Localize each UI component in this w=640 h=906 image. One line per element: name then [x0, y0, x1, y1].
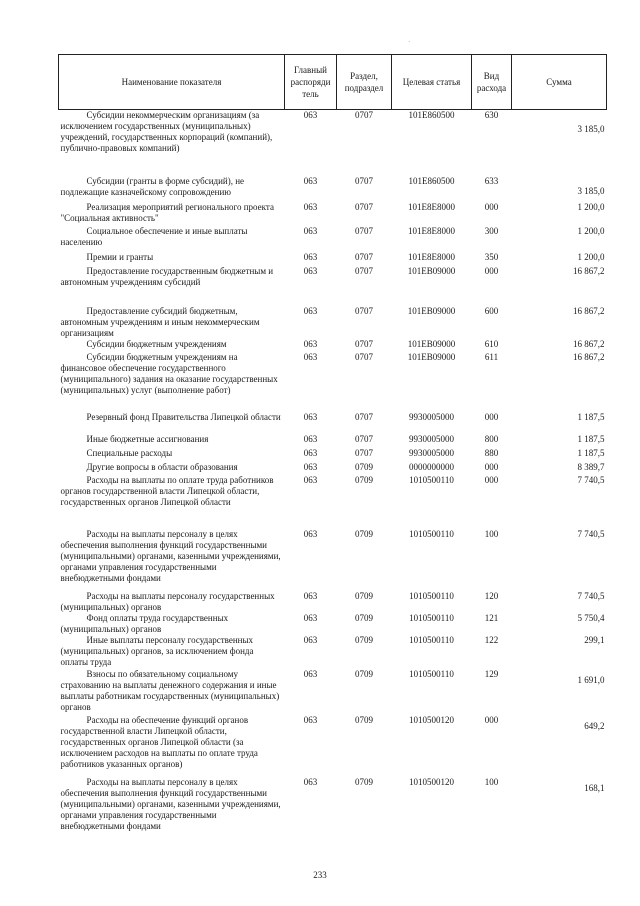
row-name: Субсидии бюджетным учреждениям на финансовое обеспечение государственного (муниципального) задания на оказание государственных (муниципальных) услуг (выполнение работ): [60, 351, 278, 395]
row-cs: 9930005000: [409, 411, 454, 422]
row-vr: 300: [484, 225, 499, 236]
row-cs: 101Е860500: [408, 110, 455, 120]
row-name: Реализация мероприятий регионального проекта "Социальная активность": [60, 201, 274, 223]
table-row: [59, 591, 607, 613]
row-razdel: 0709: [355, 461, 373, 472]
row-name: Иные бюджетные ассигнования: [86, 433, 209, 444]
row-gr: 063: [303, 474, 318, 485]
row-name: Другие вопросы в области образования: [86, 461, 238, 472]
row-cs: 1010500110: [409, 474, 454, 485]
header-sum: Сумма: [512, 55, 607, 110]
row-gr: 063: [303, 251, 318, 262]
table-row: [59, 110, 607, 176]
row-vr: 100: [484, 776, 499, 787]
table-row: [59, 410, 607, 434]
row-vr: 000: [484, 411, 499, 422]
row-gr: 063: [303, 590, 318, 601]
table-row: [59, 635, 607, 669]
row-sum: 649,2: [584, 720, 605, 731]
row-gr: 063: [303, 461, 318, 472]
table-row: [59, 352, 607, 410]
row-sum: 1 200,0: [577, 251, 605, 262]
row-razdel: 0707: [355, 411, 373, 422]
row-vr: 633: [484, 175, 499, 186]
row-name: Иные выплаты персоналу государственных (муниципальных) органов, за исключением фонда оплаты труда: [60, 634, 254, 667]
row-name: Расходы на выплаты персоналу в целях обеспечения выполнения функций государственными (муниципальными) органами, казенными учреждениями, органами управления государственными внебюджетными фондами: [60, 776, 281, 831]
row-gr: 063: [303, 338, 318, 349]
row-cs: 101ЕВ09000: [407, 305, 456, 316]
table-row: [59, 777, 607, 837]
row-cs: 1010500110: [409, 612, 454, 623]
row-cs: 1010500110: [409, 590, 454, 601]
row-razdel: 0707: [355, 251, 373, 262]
row-cs: 1010500110: [409, 634, 454, 645]
row-vr: 100: [484, 528, 499, 539]
row-sum: 3 185,0: [577, 124, 605, 134]
row-name: Специальные расходы: [86, 447, 173, 458]
row-razdel: 0709: [355, 634, 373, 645]
row-gr: 063: [303, 634, 318, 645]
row-vr: 000: [484, 461, 499, 472]
row-sum: 7 740,5: [577, 474, 605, 485]
row-razdel: 0709: [355, 474, 373, 485]
row-name: Предоставление государственным бюджетным и автономным учреждениям субсидий: [60, 265, 274, 287]
table-row: [59, 266, 607, 298]
table-row: [59, 448, 607, 462]
row-razdel: 0709: [355, 612, 373, 623]
row-cs: 9930005000: [409, 447, 454, 458]
row-razdel: 0709: [355, 528, 373, 539]
row-sum: 16 867,2: [573, 351, 605, 362]
row-cs: 101Е8Е8000: [408, 201, 455, 212]
table-row: [59, 298, 607, 339]
row-sum: 1 187,5: [577, 433, 605, 444]
row-razdel: 0707: [355, 225, 373, 236]
row-razdel: 0707: [355, 351, 373, 362]
table-row: [59, 521, 607, 591]
row-cs: 1010500110: [409, 668, 454, 679]
row-razdel: 0707: [355, 447, 373, 458]
table-row: [59, 252, 607, 266]
row-gr: 063: [303, 668, 318, 679]
row-sum: 5 750,4: [577, 612, 605, 623]
row-razdel: 0707: [355, 305, 373, 316]
row-razdel: 0707: [355, 338, 373, 349]
row-razdel: 0709: [355, 714, 373, 725]
row-vr: 630: [484, 110, 499, 120]
header-cs: Целевая статья: [392, 55, 472, 110]
row-name: Субсидии бюджетным учреждениям: [86, 338, 227, 349]
row-razdel: 0707: [355, 433, 373, 444]
row-vr: 600: [484, 305, 499, 316]
row-sum: 1 200,0: [577, 201, 605, 212]
row-razdel: 0707: [355, 110, 373, 120]
row-name: Премии и гранты: [86, 251, 154, 262]
row-cs: 0000000000: [409, 461, 454, 472]
row-vr: 611: [484, 351, 499, 362]
row-name: Субсидии (гранты в форме субсидий), не подлежащие казначейскому сопровождению: [60, 175, 245, 197]
scan-mark: ·: [408, 38, 411, 46]
table-header-row: [59, 55, 607, 110]
row-vr: 122: [484, 634, 499, 645]
row-cs: 1010500110: [409, 528, 454, 539]
row-gr: 063: [303, 776, 318, 787]
row-sum: 1 691,0: [577, 674, 605, 685]
row-cs: 101Е8Е8000: [408, 225, 455, 236]
row-cs: 101ЕВ09000: [407, 351, 456, 362]
row-sum: 1 187,5: [577, 447, 605, 458]
row-name: Фонд оплаты труда государственных (муниципальных) органов: [60, 612, 229, 634]
row-sum: 3 185,0: [577, 185, 605, 196]
header-name: Наименование показателя: [59, 55, 285, 110]
header-razdel: Раздел, подраздел: [337, 55, 392, 110]
row-gr: 063: [303, 433, 318, 444]
row-name: Предоставление субсидий бюджетным, автономным учреждениям и иным некоммерческим организациям: [60, 305, 260, 338]
header-vr: Вид расхода: [472, 55, 512, 110]
row-name: Расходы на обеспечение функций органов государственной власти Липецкой области, государственных органов Липецкой области (за исключением расходов на выплаты по оплате труда работников указанных органов): [60, 714, 258, 769]
row-vr: 121: [484, 612, 499, 623]
row-gr: 063: [303, 714, 318, 725]
row-razdel: 0709: [355, 776, 373, 787]
table-row: [59, 462, 607, 475]
row-sum: 16 867,2: [573, 338, 605, 349]
row-vr: 000: [484, 201, 499, 212]
row-cs: 101ЕВ09000: [407, 265, 456, 276]
row-vr: 610: [484, 338, 499, 349]
row-gr: 063: [303, 612, 318, 623]
row-vr: 000: [484, 474, 499, 485]
row-gr: 063: [303, 411, 318, 422]
row-gr: 063: [303, 110, 318, 120]
row-vr: 000: [484, 265, 499, 276]
row-cs: 1010500120: [409, 776, 454, 787]
page-number: 233: [313, 870, 327, 880]
row-sum: 168,1: [584, 782, 605, 793]
row-razdel: 0709: [355, 590, 373, 601]
row-name: Субсидии некоммерческим организациям (за исключением государственных (муниципальных) учреждений, государственных корпораций (компаний), публично-правовых компаний): [60, 110, 273, 153]
row-name: Расходы на выплаты персоналу государственных (муниципальных) органов: [60, 590, 275, 612]
row-gr: 063: [303, 447, 318, 458]
table-row: [59, 434, 607, 448]
row-gr: 063: [303, 201, 318, 212]
row-cs: 101ЕВ09000: [407, 338, 456, 349]
row-cs: 101Е8Е8000: [408, 251, 455, 262]
row-cs: 101Е860500: [408, 175, 455, 186]
header-gr: Главный распоряди тель: [285, 55, 337, 110]
row-sum: 16 867,2: [573, 305, 605, 316]
row-gr: 063: [303, 175, 318, 186]
row-cs: 9930005000: [409, 433, 454, 444]
row-vr: 880: [484, 447, 499, 458]
table-row: [59, 613, 607, 635]
row-gr: 063: [303, 351, 318, 362]
row-vr: 350: [484, 251, 499, 262]
row-sum: 16 867,2: [573, 265, 605, 276]
row-name: Расходы на выплаты по оплате труда работников органов государственной власти Липецкой области, государственных органов Липецкой области: [60, 474, 274, 507]
table-row: [59, 475, 607, 521]
row-razdel: 0707: [355, 175, 373, 186]
row-name: Расходы на выплаты персоналу в целях обеспечения выполнения функций государственными (муниципальными) органами, казенными учреждениями, органами управления государственными внебюджетными фондами: [60, 528, 281, 583]
row-vr: 120: [484, 590, 499, 601]
table-row: [59, 226, 607, 252]
row-sum: 8 389,7: [577, 461, 605, 472]
row-sum: 299,1: [584, 634, 605, 645]
row-razdel: 0709: [355, 668, 373, 679]
row-name: Резервный фонд Правительства Липецкой области: [86, 411, 281, 422]
table-row: [59, 715, 607, 777]
table-row: [59, 669, 607, 715]
row-vr: 129: [484, 668, 499, 679]
table-row: [59, 202, 607, 226]
row-gr: 063: [303, 265, 318, 276]
row-vr: 000: [484, 714, 499, 725]
row-gr: 063: [303, 225, 318, 236]
row-razdel: 0707: [355, 265, 373, 276]
row-sum: 7 740,5: [577, 528, 605, 539]
row-gr: 063: [303, 305, 318, 316]
row-vr: 800: [484, 433, 499, 444]
row-cs: 1010500120: [409, 714, 454, 725]
budget-table: [58, 54, 607, 837]
row-sum: 1 200,0: [577, 225, 605, 236]
row-gr: 063: [303, 528, 318, 539]
row-sum: 7 740,5: [577, 590, 605, 601]
row-name: Социальное обеспечение и иные выплаты населению: [60, 225, 248, 247]
row-sum: 1 187,5: [577, 411, 605, 422]
row-name: Взносы по обязательному социальному страхованию на выплаты денежного содержания и иные выплаты работникам государственных (муниципальных) органов: [60, 668, 280, 712]
table-row: [59, 176, 607, 202]
row-razdel: 0707: [355, 201, 373, 212]
table-row: [59, 339, 607, 352]
table-body: [59, 110, 607, 837]
